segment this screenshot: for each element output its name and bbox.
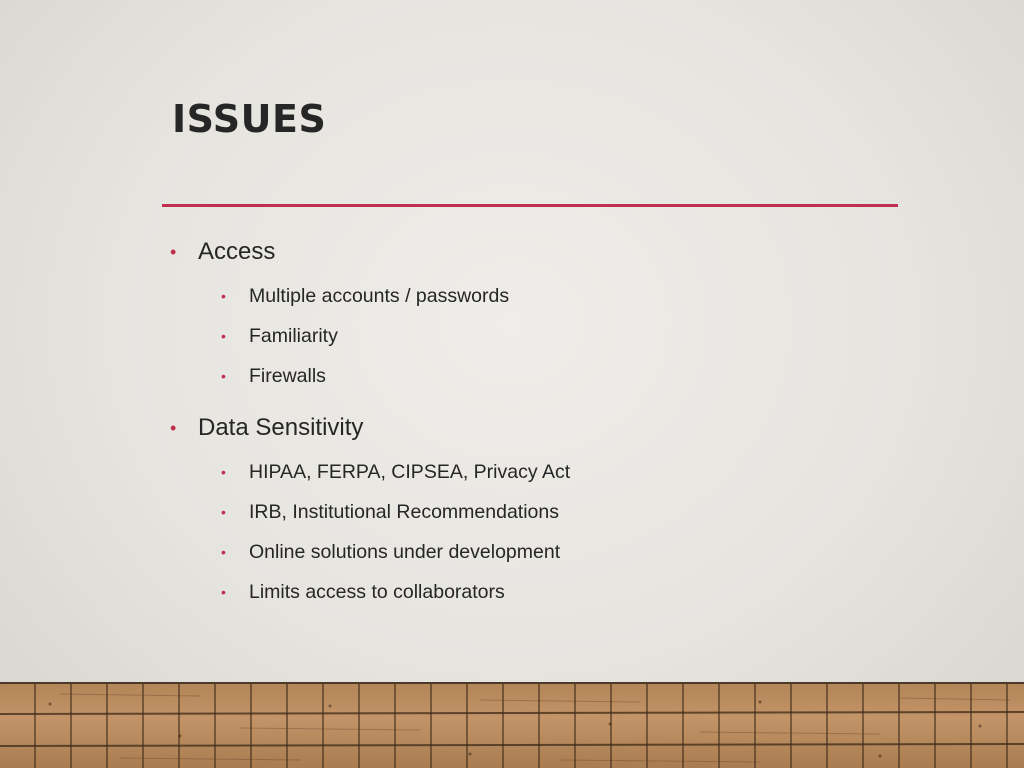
bullet-icon: •: [170, 242, 177, 262]
bullet-content: [170, 232, 870, 612]
sub-bullet-label: IRB, Institutional Recommendations: [249, 501, 559, 523]
bullet-icon: •: [221, 328, 226, 344]
sub-bullet-label: Multiple accounts / passwords: [249, 285, 510, 307]
sub-bullet: [221, 532, 870, 572]
sub-bullet: [221, 316, 870, 356]
section-access: [170, 232, 870, 396]
bullet-icon: •: [221, 368, 226, 384]
sub-bullet: [221, 492, 870, 532]
sub-list-data-sensitivity: [170, 452, 870, 612]
bullet-icon: •: [221, 504, 226, 520]
sub-list-access: [170, 276, 870, 396]
wood-grain-graphic: [0, 684, 1024, 768]
title-divider: [162, 204, 898, 207]
bullet-access: [170, 232, 870, 272]
sub-bullet: [221, 276, 870, 316]
sub-bullet-label: HIPAA, FERPA, CIPSEA, Privacy Act: [249, 461, 571, 483]
sub-bullet: [221, 572, 870, 612]
bullet-icon: •: [221, 544, 226, 560]
sub-bullet-label: Firewalls: [249, 365, 326, 387]
sub-bullet-label: Familiarity: [249, 325, 338, 347]
bullet-icon: •: [221, 288, 226, 304]
section-data-sensitivity: [170, 408, 870, 612]
sub-bullet-label: Limits access to collaborators: [249, 581, 505, 603]
bullet-icon: •: [170, 418, 177, 438]
bullet-icon: •: [221, 584, 226, 600]
bullet-icon: •: [221, 464, 226, 480]
wood-floor-decoration: [0, 682, 1024, 768]
sub-bullet: [221, 452, 870, 492]
bullet-data-sensitivity: [170, 408, 870, 448]
sub-bullet: [221, 356, 870, 396]
sub-bullet-label: Online solutions under development: [249, 541, 561, 563]
bullet-label: Data Sensitivity: [198, 414, 364, 441]
bullet-label: Access: [198, 238, 276, 265]
slide-title: ISSUES: [172, 97, 327, 141]
